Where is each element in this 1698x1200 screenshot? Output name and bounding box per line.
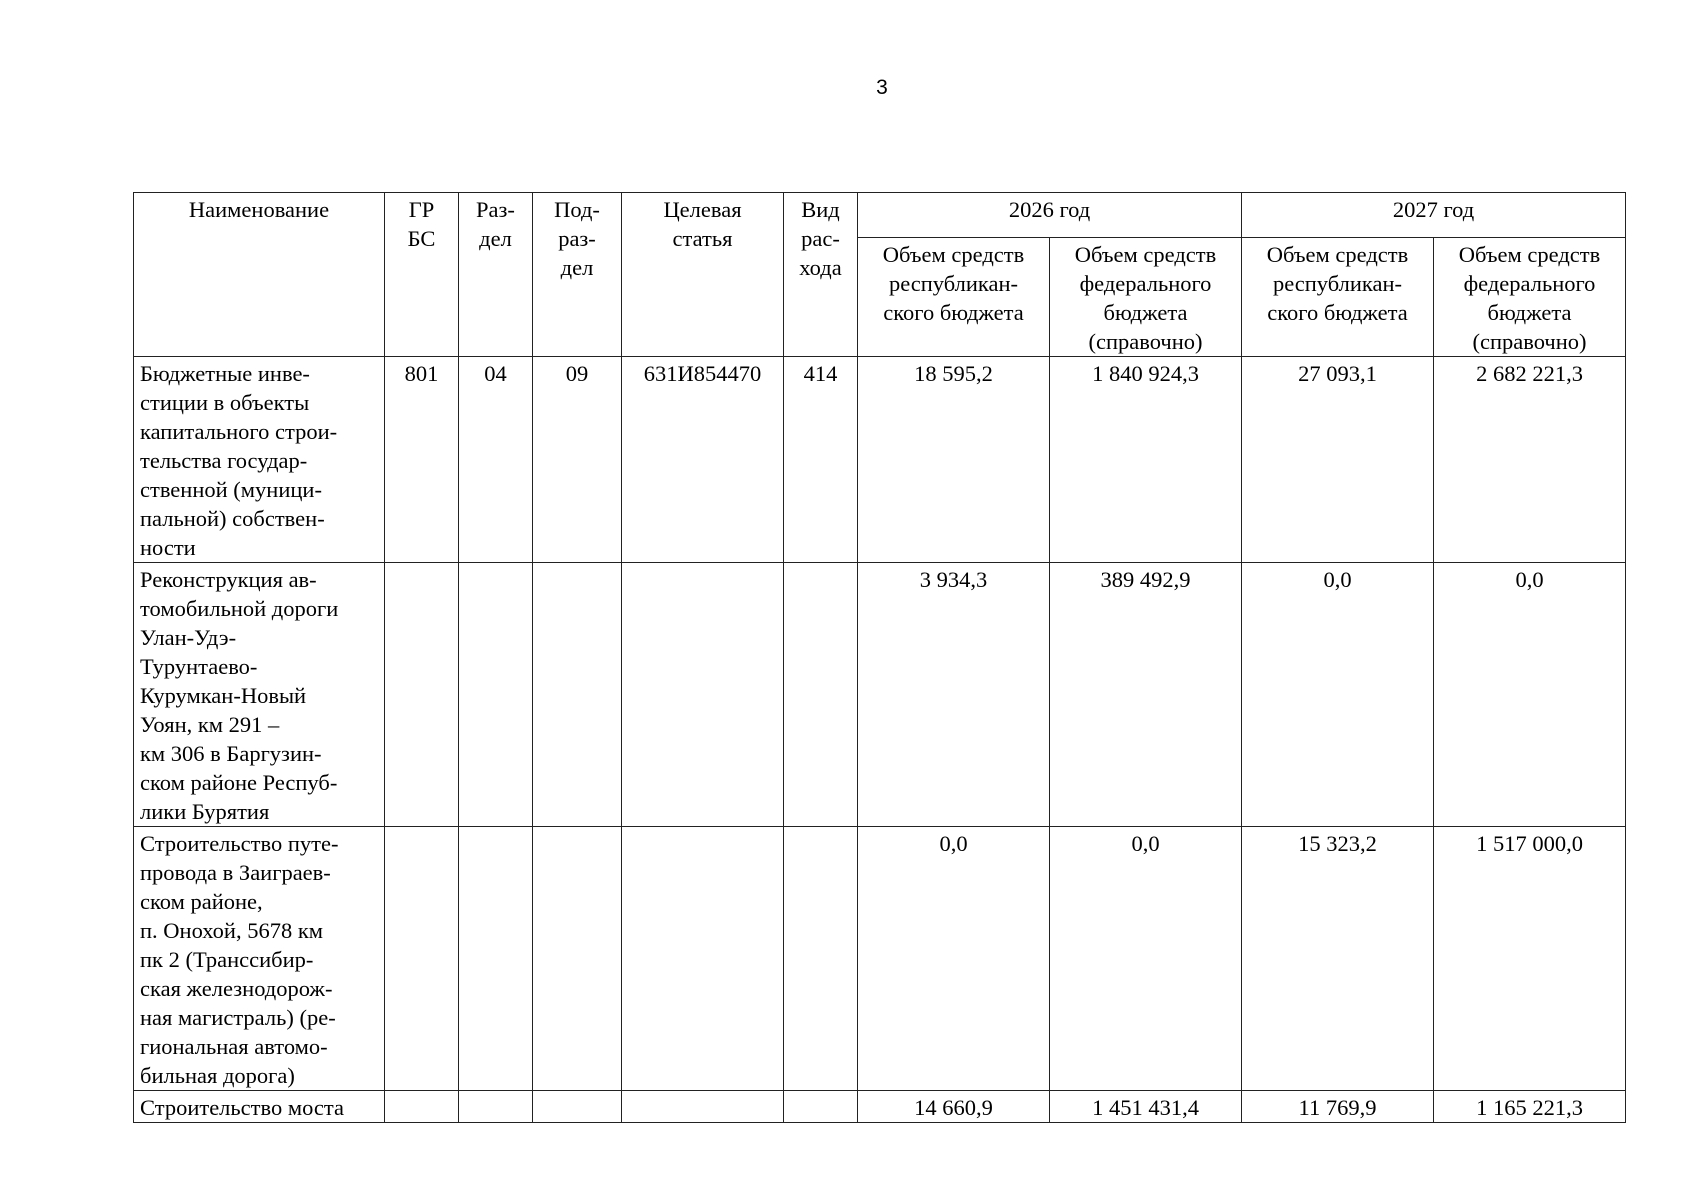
header-row-top xyxy=(134,193,1626,238)
header-section: Раз- дел xyxy=(459,193,533,357)
row-rep-2027: 27 093,1 xyxy=(1242,357,1434,563)
row-expense-type: 414 xyxy=(784,357,858,563)
row-fed-2026: 0,0 xyxy=(1050,827,1242,1091)
row-rep-2027: 0,0 xyxy=(1242,563,1434,827)
header-rep-2027: Объем средств республикан- ского бюджета xyxy=(1242,238,1434,357)
row-rep-2026: 18 595,2 xyxy=(858,357,1050,563)
header-grbs: ГР БС xyxy=(385,193,459,357)
row-fed-2027: 1 517 000,0 xyxy=(1434,827,1626,1091)
header-name: Наименование xyxy=(134,193,385,357)
row-rep-2026: 3 934,3 xyxy=(858,563,1050,827)
row-name: Реконструкция ав- томобильной дороги Улан-Удэ- Турунтаево- Курумкан-Новый Уоян, км 291 – км 306 в Баргузин- ском районе Респуб- лики Бурятия xyxy=(134,563,385,827)
budget-table xyxy=(133,192,1626,1123)
row-target xyxy=(622,827,784,1091)
table-row xyxy=(134,563,1626,827)
page-number: 3 xyxy=(876,76,888,99)
header-year-2027: 2027 год xyxy=(1242,193,1626,238)
header-target: Целевая статья xyxy=(622,193,784,357)
row-section: 04 xyxy=(459,357,533,563)
row-target xyxy=(622,563,784,827)
row-subsection xyxy=(533,1091,622,1123)
row-rep-2027: 15 323,2 xyxy=(1242,827,1434,1091)
row-subsection xyxy=(533,563,622,827)
row-target xyxy=(622,1091,784,1123)
row-name: Строительство путе- провода в Заиграев- ском районе, п. Онохой, 5678 км пк 2 (Транссибир- ская железнодорож- ная магистраль) (ре- гиональная автомо- бильная дорога) xyxy=(134,827,385,1091)
row-fed-2027: 0,0 xyxy=(1434,563,1626,827)
row-name: Бюджетные инве- стиции в объекты капитального строи- тельства государ- ственной (муници- пальной) собствен- ности xyxy=(134,357,385,563)
row-rep-2026: 14 660,9 xyxy=(858,1091,1050,1123)
table-row xyxy=(134,827,1626,1091)
header-fed-2026: Объем средств федерального бюджета (справочно) xyxy=(1050,238,1242,357)
row-section xyxy=(459,1091,533,1123)
header-year-2026: 2026 год xyxy=(858,193,1242,238)
header-subsection: Под- раз- дел xyxy=(533,193,622,357)
row-section xyxy=(459,827,533,1091)
row-fed-2026: 389 492,9 xyxy=(1050,563,1242,827)
header-rep-2026: Объем средств республикан- ского бюджета xyxy=(858,238,1050,357)
row-grbs xyxy=(385,827,459,1091)
table-row xyxy=(134,1091,1626,1123)
row-grbs xyxy=(385,1091,459,1123)
row-grbs: 801 xyxy=(385,357,459,563)
header-fed-2027: Объем средств федерального бюджета (справочно) xyxy=(1434,238,1626,357)
row-subsection xyxy=(533,827,622,1091)
row-section xyxy=(459,563,533,827)
row-expense-type xyxy=(784,827,858,1091)
row-grbs xyxy=(385,563,459,827)
row-fed-2027: 1 165 221,3 xyxy=(1434,1091,1626,1123)
row-target: 631И854470 xyxy=(622,357,784,563)
row-fed-2027: 2 682 221,3 xyxy=(1434,357,1626,563)
row-rep-2026: 0,0 xyxy=(858,827,1050,1091)
table-row xyxy=(134,357,1626,563)
row-expense-type xyxy=(784,1091,858,1123)
row-expense-type xyxy=(784,563,858,827)
row-subsection: 09 xyxy=(533,357,622,563)
row-fed-2026: 1 451 431,4 xyxy=(1050,1091,1242,1123)
row-name: Строительство моста xyxy=(134,1091,385,1123)
row-fed-2026: 1 840 924,3 xyxy=(1050,357,1242,563)
header-expense-type: Вид рас- хода xyxy=(784,193,858,357)
row-rep-2027: 11 769,9 xyxy=(1242,1091,1434,1123)
